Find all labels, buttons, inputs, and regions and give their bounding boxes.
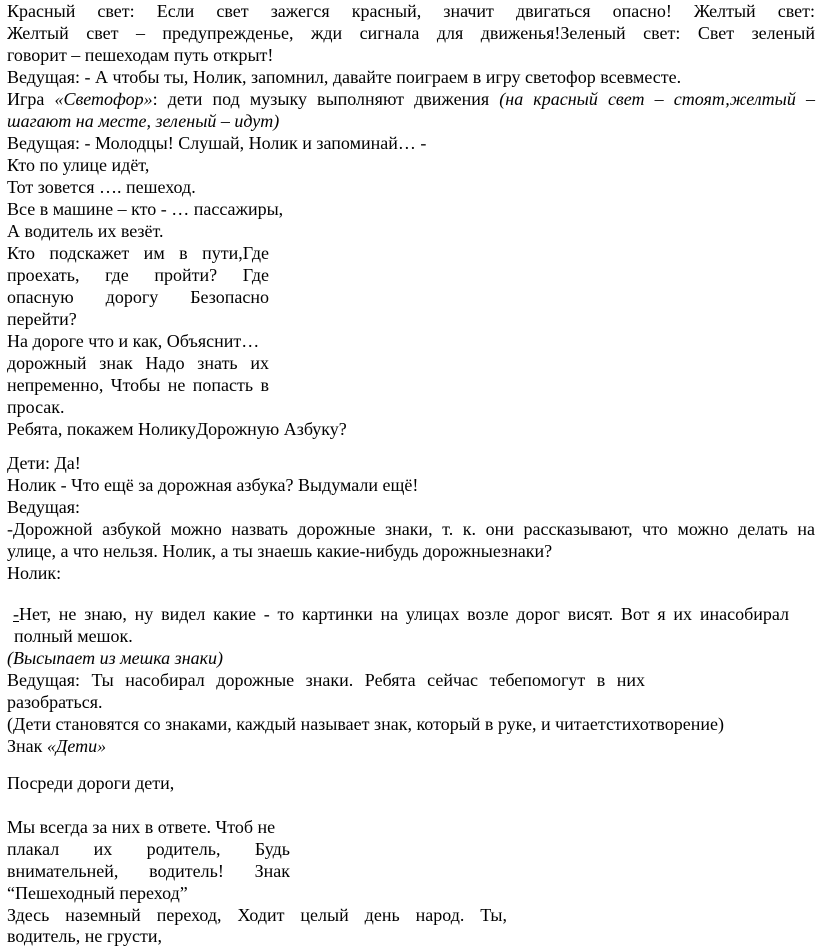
poem-line: Кто по улице идёт,	[7, 155, 150, 175]
text-span: : дети под музыку выполняют движения	[152, 89, 500, 109]
text-line: разобраться.	[7, 692, 103, 712]
text-line: Ведущая: - Молодцы! Слушай, Нолик и запоминай… -	[7, 133, 427, 153]
game-title: «Светофор»	[54, 89, 153, 109]
poem-line: Мы всегда за них в ответе. Чтоб не	[7, 817, 276, 837]
text-line: Желтый свет – предупрежденье, жди сигнала для движенья!Зеленый свет: Свет зеленый	[7, 23, 815, 43]
sign-title: «Дети»	[46, 736, 107, 756]
text-line: Ребята, покажем НоликуДорожную Азбуку?	[7, 419, 347, 439]
text-line: Нолик:	[7, 563, 62, 583]
text-line: Ведущая: - А чтобы ты, Нолик, запомнил, давайте поиграем в игру светофор всевместе.	[7, 67, 682, 87]
poem-line: перейти?	[7, 309, 77, 329]
poem-line: Все в машине – кто - … пассажиры,	[7, 199, 284, 219]
game-description-line	[7, 88, 815, 110]
text-line: говорит – пешеходам путь открыт!	[7, 45, 274, 65]
text-line: Красный свет: Если свет зажегся красный, значит двигаться опасно! Желтый свет:	[7, 1, 815, 21]
poem-line: плакал их родитель, Будь	[7, 839, 290, 859]
text-line: полный мешок.	[14, 626, 133, 646]
poem-line: дорожный знак Надо знать их	[7, 353, 269, 373]
stage-direction: шагают на месте, зеленый – идут)	[7, 111, 280, 131]
poem-line: На дороге что и как, Объяснит…	[7, 331, 260, 351]
poem-line: непременно, Чтобы не попасть в	[7, 375, 269, 395]
poem-line: водитель, не грусти,	[7, 926, 162, 946]
text-line: -Дорожной азбукой можно назвать дорожные знаки, т. к. они рассказывают, что можно делать на	[7, 519, 815, 539]
text-span: Знак	[7, 736, 47, 756]
list-dash: -	[13, 604, 19, 624]
poem-line: проехать, где пройти? Где	[7, 265, 269, 285]
text-line: Дети: Да!	[7, 453, 81, 473]
poem-line: просак.	[7, 397, 65, 417]
stage-direction: (на красный свет – стоят,желтый –	[499, 89, 815, 109]
poem-line: Кто подскажет им в пути,Где	[7, 243, 269, 263]
poem-line: А водитель их везёт.	[7, 221, 164, 241]
text-line: Нолик - Что ещё за дорожная азбука? Выдумали ещё!	[7, 475, 419, 495]
text-line: (Дети становятся со знаками, каждый называет знак, который в руке, и читаетстихотворение)	[7, 714, 724, 734]
poem-line: Тот зовется …. пешеход.	[7, 177, 196, 197]
poem-line: Посреди дороги дети,	[7, 773, 175, 793]
poem-line: опасную дорогу Безопасно	[7, 287, 269, 307]
poem-line: “Пешеходный переход”	[7, 883, 188, 903]
text-line: Ведущая:	[7, 497, 81, 517]
text-line: Ведущая: Ты насобирал дорожные знаки. Ребята сейчас тебепомогут в них	[7, 670, 645, 690]
text-span: Игра	[7, 89, 55, 109]
text-line: улице, а что нельзя. Нолик, а ты знаешь какие-нибудь дорожныезнаки?	[7, 541, 553, 561]
poem-line: Здесь наземный переход, Ходит целый день народ. Ты,	[7, 905, 507, 925]
poem-line: внимательней, водитель! Знак	[7, 861, 290, 881]
text-span: Нет, не знаю, ну видел какие - то картинки на улицах возле дорог висят. Вот я их инасобирал	[19, 604, 789, 624]
list-item-line	[13, 603, 789, 625]
sign-heading	[7, 735, 106, 757]
stage-direction: (Высыпает из мешка знаки)	[7, 648, 224, 668]
